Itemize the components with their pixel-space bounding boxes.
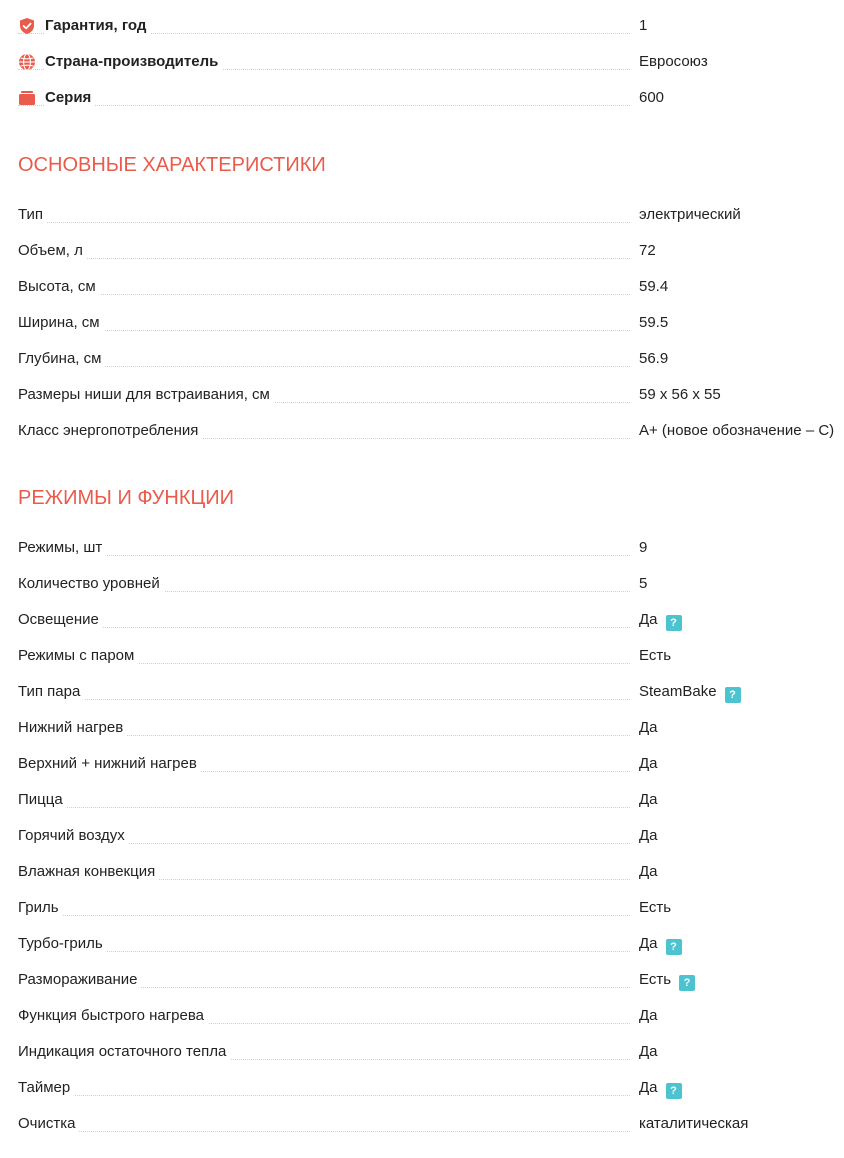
spec-row (18, 962, 844, 998)
spec-value: 59.5 (639, 314, 669, 331)
dotted-leader (18, 330, 630, 331)
help-icon[interactable]: ? (666, 1083, 682, 1099)
spec-value: 5 (639, 575, 648, 592)
dotted-leader (18, 807, 630, 808)
spec-value: Евросоюз (639, 53, 708, 70)
spec-value-text: Да (639, 1079, 658, 1096)
spec-value: 1 (639, 17, 648, 34)
spec-row (18, 1106, 844, 1142)
dotted-leader (18, 555, 630, 556)
spec-label: Высота, см (18, 278, 100, 296)
spec-value: 600 (639, 89, 665, 106)
spec-value (639, 611, 682, 631)
spec-value: 59 x 56 x 55 (639, 386, 721, 403)
spec-row-warranty (18, 8, 844, 44)
spec-row (18, 566, 844, 602)
spec-value: Да (639, 1007, 658, 1024)
spec-label: Горячий воздух (18, 827, 129, 845)
spec-label: Турбо-гриль (18, 935, 107, 953)
spec-row (18, 746, 844, 782)
spec-value: Да (639, 755, 658, 772)
spec-value: Да (639, 863, 658, 880)
spec-row (18, 1070, 844, 1106)
spec-value: Есть (639, 899, 672, 916)
spec-label: Тип пара (18, 683, 84, 701)
spec-row-series (18, 80, 844, 116)
spec-value-text: Да (639, 611, 658, 628)
spec-value: Да (639, 719, 658, 736)
spec-row (18, 305, 844, 341)
spec-label: Ширина, см (18, 314, 104, 332)
spec-value: A+ (новое обозначение – C) (639, 422, 835, 439)
spec-row (18, 998, 844, 1034)
dotted-leader (18, 1095, 630, 1096)
spec-row (18, 674, 844, 710)
spec-value: 9 (639, 539, 648, 556)
spec-row (18, 269, 844, 305)
spec-label: Количество уровней (18, 575, 164, 593)
spec-row (18, 926, 844, 962)
spec-row (18, 377, 844, 413)
section-title-main: ОСНОВНЫЕ ХАРАКТЕРИСТИКИ (18, 154, 326, 176)
spec-row (18, 1034, 844, 1070)
spec-value: Да (639, 1043, 658, 1060)
spec-label: Индикация остаточного тепла (18, 1043, 230, 1061)
globe-icon (18, 53, 36, 71)
spec-row (18, 197, 844, 233)
spec-label: Глубина, см (18, 350, 105, 368)
dotted-leader (18, 915, 630, 916)
spec-label: Режимы, шт (18, 539, 106, 557)
dotted-leader (18, 222, 630, 223)
spec-row (18, 890, 844, 926)
help-icon[interactable]: ? (666, 615, 682, 631)
spec-row (18, 818, 844, 854)
shield-check-icon (18, 17, 36, 35)
spec-value: Да (639, 791, 658, 808)
spec-label: Влажная конвекция (18, 863, 159, 881)
series-icon (18, 89, 36, 107)
help-icon[interactable]: ? (725, 687, 741, 703)
spec-value (639, 935, 682, 955)
spec-value: каталитическая (639, 1115, 749, 1132)
spec-row (18, 602, 844, 638)
spec-value-text: Да (639, 935, 658, 952)
dotted-leader (18, 1131, 630, 1132)
spec-label: Страна-производитель (45, 53, 222, 71)
spec-row (18, 530, 844, 566)
dotted-leader (18, 105, 630, 106)
section-title-modes: РЕЖИМЫ И ФУНКЦИИ (18, 487, 235, 509)
spec-label: Тип (18, 206, 47, 224)
spec-value (639, 683, 741, 703)
spec-label: Класс энергопотребления (18, 422, 202, 440)
spec-row (18, 854, 844, 890)
spec-row (18, 782, 844, 818)
spec-label: Гриль (18, 899, 63, 917)
help-icon[interactable]: ? (666, 939, 682, 955)
spec-label: Верхний + нижний нагрев (18, 755, 201, 773)
spec-value: электрический (639, 206, 741, 223)
spec-label: Гарантия, год (45, 17, 150, 35)
dotted-leader (18, 366, 630, 367)
spec-label: Режимы с паром (18, 647, 138, 665)
dotted-leader (18, 294, 630, 295)
spec-value: Да (639, 827, 658, 844)
spec-value: 59.4 (639, 278, 669, 295)
spec-label: Объем, л (18, 242, 87, 260)
spec-label: Размеры ниши для встраивания, см (18, 386, 274, 404)
spec-label: Функция быстрого нагрева (18, 1007, 208, 1025)
dotted-leader (18, 699, 630, 700)
spec-value (639, 1079, 682, 1099)
spec-row (18, 341, 844, 377)
spec-label: Очистка (18, 1115, 79, 1133)
spec-value-text: Есть (639, 971, 672, 988)
spec-value: Есть (639, 647, 672, 664)
spec-value: 72 (639, 242, 656, 259)
dotted-leader (18, 951, 630, 952)
dotted-leader (18, 258, 630, 259)
spec-row (18, 638, 844, 674)
spec-row (18, 413, 844, 449)
spec-row-country (18, 44, 844, 80)
spec-value: 56.9 (639, 350, 669, 367)
spec-label: Нижний нагрев (18, 719, 127, 737)
spec-value-text: SteamBake (639, 683, 717, 700)
spec-label: Таймер (18, 1079, 74, 1097)
help-icon[interactable]: ? (679, 975, 695, 991)
spec-label: Пицца (18, 791, 67, 809)
dotted-leader (18, 627, 630, 628)
spec-label: Серия (45, 89, 95, 107)
spec-value (639, 971, 695, 991)
spec-label: Размораживание (18, 971, 141, 989)
spec-label: Освещение (18, 611, 103, 629)
spec-row (18, 710, 844, 746)
spec-row (18, 233, 844, 269)
